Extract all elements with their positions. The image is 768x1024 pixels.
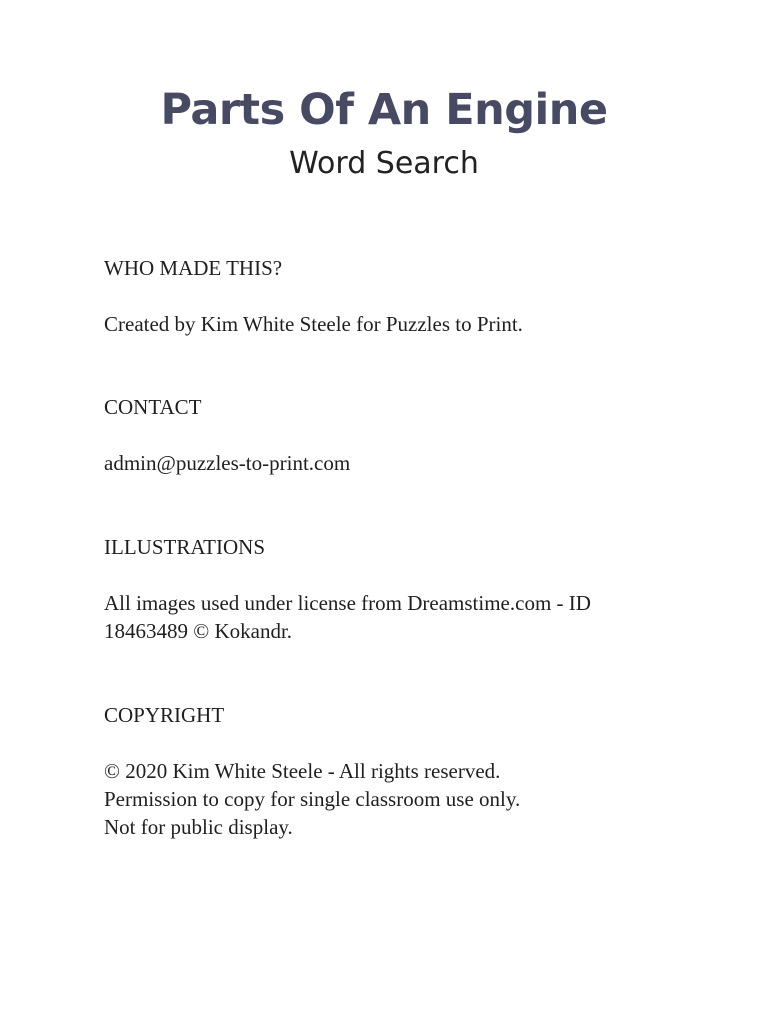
copyright-line: Permission to copy for single classroom use only. <box>104 787 521 811</box>
who-made-this-line: Created by Kim White Steele for Puzzles to Print. <box>104 312 523 336</box>
copyright-line: Not for public display. <box>104 815 293 839</box>
illustrations-line: 18463489 © Kokandr. <box>104 619 293 643</box>
illustrations-heading: ILLUSTRATIONS <box>104 535 265 559</box>
who-made-this-heading: WHO MADE THIS? <box>104 256 283 280</box>
page-title: Parts Of An Engine <box>160 85 608 135</box>
contact-email: admin@puzzles-to-print.com <box>104 451 351 475</box>
illustrations-body <box>104 589 704 645</box>
contact-heading: CONTACT <box>104 395 202 419</box>
copyright-heading: COPYRIGHT <box>104 703 225 727</box>
page-subtitle: Word Search <box>289 146 479 181</box>
copyright-body <box>104 757 704 841</box>
illustrations-line: All images used under license from Dreamstime.com - ID <box>104 591 591 615</box>
who-made-this-body <box>104 310 704 338</box>
copyright-line: © 2020 Kim White Steele - All rights reserved. <box>104 759 501 783</box>
